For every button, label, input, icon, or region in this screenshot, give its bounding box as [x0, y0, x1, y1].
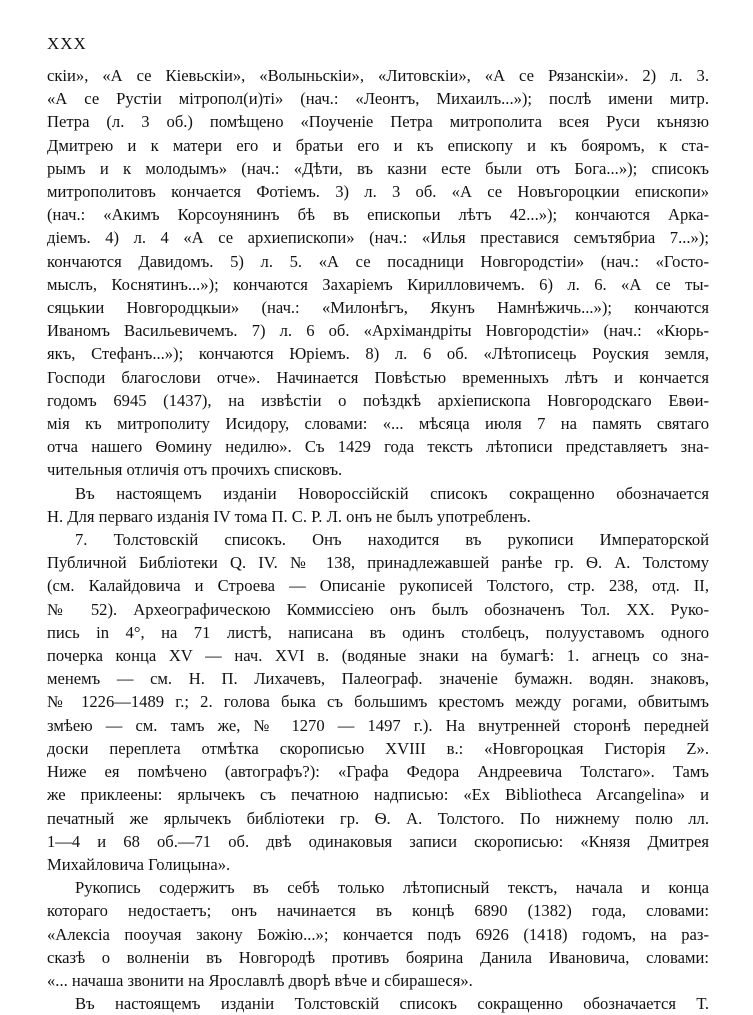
- text-line: Въ настоящемъ изданiи Толстовскiй списокъ сокращенно обозначается Т.: [75, 994, 709, 1014]
- text-line: № 52). Археографическою Коммиссiею онъ былъ обозначенъ Тол. XX. Руко-: [47, 599, 709, 619]
- text-line: «... начаша звонити на Ярославлѣ дворѣ вѣче и сбирашеся».: [47, 970, 473, 990]
- text-line: Ниже ея помѣчено (автографъ?): «Графа Федора Андреевича Толстаго». Тамъ: [47, 762, 709, 782]
- body-text: [47, 64, 709, 1015]
- text-line: «А се Рустiи мiтропол(и)тi» (нач.: «Леонтъ, Михаилъ...»); послѣ имени митр.: [47, 89, 709, 109]
- text-line: доски переплета отмѣтка скорописью XVIII в.: «Новгороцкая Гисторiя Z».: [47, 738, 709, 758]
- page-number: XXX: [47, 34, 87, 53]
- text-line: сказѣ о волненiи въ Новгородѣ противъ боярина Данила Ивановича, словами:: [47, 947, 709, 967]
- text-line: Публичной Библiотеки Q. IV. № 138, принадлежавшей ранѣе гр. Ѳ. А. Толстому: [47, 553, 709, 573]
- text-line: якъ, Стефанъ...»); кончаются Юрiемъ. 8) л. 6 об. «Лѣтописець Роуския земля,: [47, 344, 709, 364]
- text-line: митрополитовъ кончается Фотiемъ. 3) л. 3 об. «А се Новъгороцкии епископи»: [47, 182, 709, 202]
- text-line: Михайловича Голицына».: [47, 854, 231, 874]
- text-line: скiи», «А се Кiевьскiи», «Волыньскiи», «Литовскiи», «А се Рязанскiи». 2) л. 3.: [47, 66, 709, 85]
- text-line: мiя къ митрополиту Исидору, словами: «... мѣсяца июля 7 на память святаго: [47, 414, 709, 434]
- text-line: Рукопись содержитъ въ себѣ только лѣтописный текстъ, начала и конца: [75, 878, 709, 898]
- text-line: «Алексiа поoучая закону Божiю...»; кончается подъ 6926 (1418) годомъ, на раз-: [47, 924, 709, 944]
- text-line: Петра (л. 3 об.) помѣщено «Поученiе Петра митрополита всея Руси кънязю: [47, 112, 709, 132]
- text-line: же приклеены: ярлычекъ съ печатною надписью: «Ex Bibliotheca Arcangelina» и: [47, 785, 709, 805]
- text-line: печатный же ярлычекъ библiотеки гр. Ѳ. А. Толстого. По нижнему полю лл.: [47, 808, 709, 828]
- text-line: рымъ и к молодымъ» (нач.: «Дѣти, въ казни есте были отъ Бога...»); списокъ: [47, 158, 709, 178]
- text-line: (нач.: «Акимъ Корсоунянинъ бѣ въ епископьи лѣтъ 42...»); кончаются Арка-: [47, 205, 709, 225]
- text-line: Н. Для перваго изданiя IV тома П. С. Р. Л. онъ не былъ употребленъ.: [47, 506, 531, 526]
- text-line: Въ настоящемъ изданiи Новороссiйскiй списокъ сокращенно обозначается: [75, 483, 709, 503]
- text-line: 7. Толстовскiй списокъ. Онъ находится въ рукописи Императорской: [75, 530, 709, 550]
- text-line: 1—4 и 68 об.—71 об. двѣ одинаковыя записи скорописью: «Князя Дмитрея: [47, 831, 709, 851]
- text-line: дiемъ. 4) л. 4 «А се архиепископи» (нач.: «Илья преставися семътябриа 7...»);: [47, 228, 709, 248]
- text-line: годомъ 6945 (1437), на извѣстiи о поѣздкѣ архiепископа Новгородскаго Евѳи-: [47, 390, 709, 410]
- text-line: № 1226—1489 г.; 2. голова быка съ большимъ крестомъ между рогами, обвитымъ: [47, 692, 709, 712]
- text-line: пись in 4°, на 71 листѣ, написана въ одинъ столбецъ, полууставомъ одного: [47, 622, 709, 642]
- text-line: отча нашего Ѳомину недилю». Съ 1429 года текстъ лѣтописи представляетъ зна-: [47, 437, 709, 457]
- text-line: сяцькии Новгородцкыи» (нач.: «Милонѣгъ, Якунъ Намнѣжичь...»); кончаются: [47, 298, 709, 318]
- text-line: менемъ — см. Н. П. Лихачевъ, Палеограф. значенiе бумажн. водян. знаковъ,: [47, 669, 709, 689]
- text-line: котораго недостаетъ; онъ начинается въ концѣ 6890 (1382) года, словами:: [47, 901, 709, 921]
- text-line: (см. Калайдовича и Строева — Описанiе рукописей Толстого, стр. 238, отд. II,: [47, 576, 709, 596]
- text-line: почерка конца XV — нач. XVI в. (водяные знаки на бумагѣ: 1. агнецъ со зна-: [47, 646, 709, 666]
- text-line: мыслъ, Коснятинъ...»); кончаются Захарiемъ Кирилловичемъ. 6) л. 6. «А се ты-: [47, 274, 709, 294]
- text-line: чительныя отличiя отъ прочихъ списковъ.: [47, 460, 343, 480]
- text-line: Господи благослови отче». Начинается Повѣстью временныхъ лѣтъ и кончается: [47, 367, 709, 387]
- text-line: Дмитрею и к матери его и братьи его и къ епископу и къ бояромъ, к ста-: [47, 135, 709, 155]
- text-line: кончаются Давидомъ. 5) л. 5. «А се посадници Новгородстiи» (нач.: «Госто-: [47, 251, 709, 271]
- text-line: змѣею — см. тамъ же, № 1270 — 1497 г.). На внутренней сторонѣ передней: [47, 715, 709, 735]
- text-line: Иваномъ Васильевичемъ. 7) л. 6 об. «Архiмандрiты Новгородстiи» (нач.: «Кюрь-: [47, 321, 709, 341]
